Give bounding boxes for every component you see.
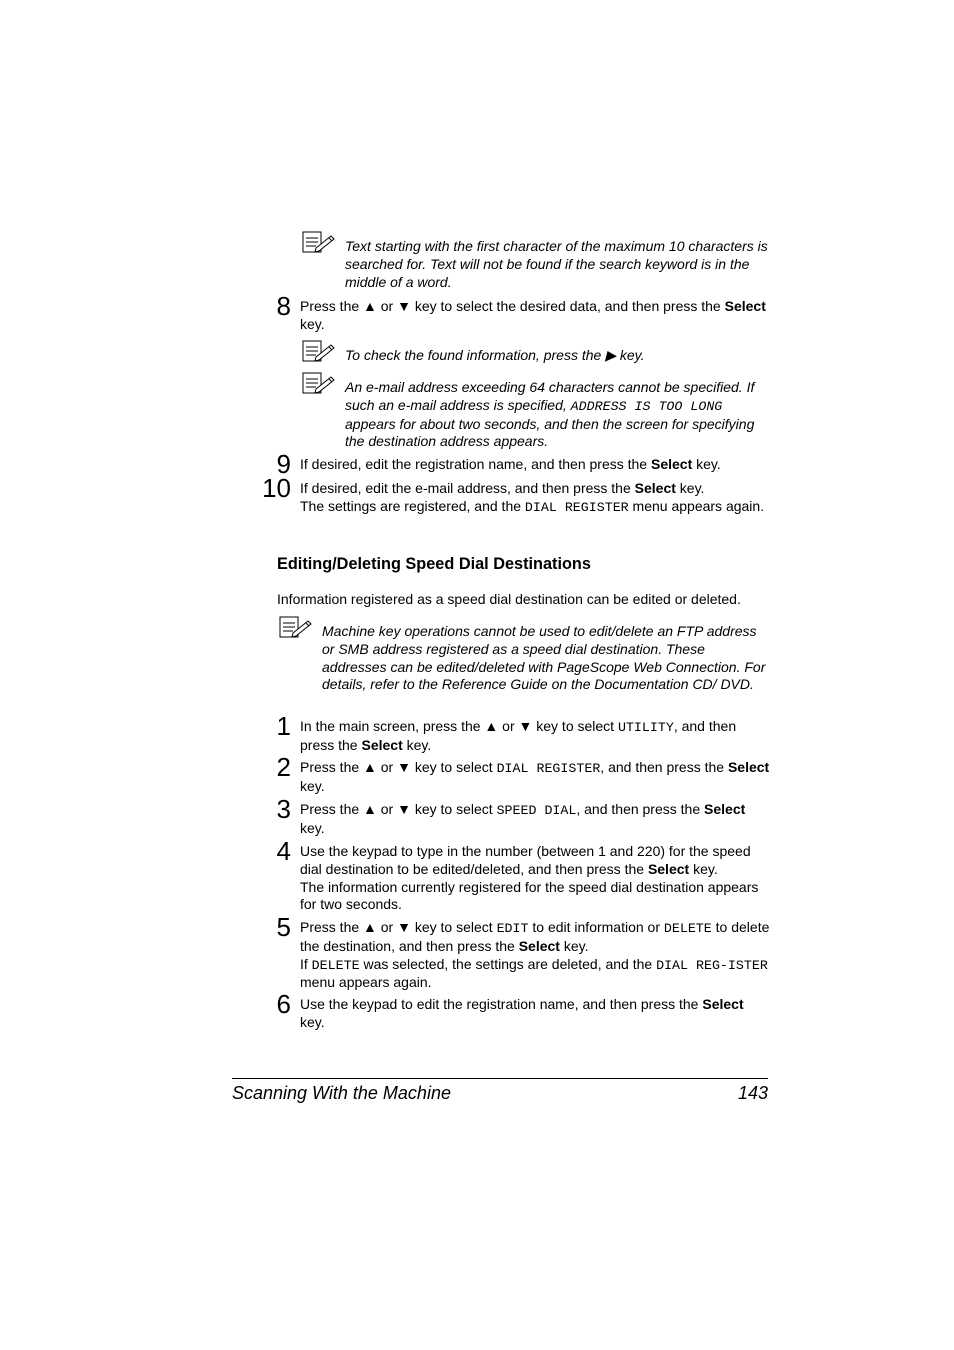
- step-number: 10: [262, 473, 291, 503]
- step-text: If desired, edit the registration name, and then press the Select key.: [300, 456, 721, 472]
- step-number: 2: [276, 752, 291, 782]
- note-icon: [302, 340, 336, 364]
- step-text: In the main screen, press the ▲ or ▼ key to select UTILITY, and then press the Select key.: [300, 718, 737, 753]
- note-icon: [302, 372, 336, 396]
- page-number: 143: [737, 1083, 768, 1103]
- select-key-label: Select: [724, 298, 766, 314]
- lcd-message: ADDRESS IS TOO LONG: [570, 398, 723, 414]
- note-text: Text starting with the first character of the maximum 10 characters is searched for. Text will not be found if the search keyword is in the middle of a word.: [345, 238, 768, 290]
- step-number: 5: [276, 912, 291, 942]
- step-number: 8: [276, 291, 291, 321]
- note-text: Machine key operations cannot be used to edit/delete an FTP address or SMB address registered as a speed dial destination. These addresses can be edited/deleted with PageScope Web Connection. For details, refer to the Reference Guide on the Documentation CD/ DVD.: [322, 623, 766, 693]
- step-text: Press the ▲ or ▼ key to select EDIT to edit information or DELETE to delete the destination, and then press the Select key. If DELETE was selected, the settings are deleted, and the DIAL REG-ISTER menu appears again.: [300, 919, 770, 991]
- section-heading: Editing/Deleting Speed Dial Destinations: [277, 555, 591, 573]
- step-text: Press the ▲ or ▼ key to select the desired data, and then press the Select key.: [300, 298, 766, 332]
- note-icon: [302, 231, 336, 255]
- section-intro: Information registered as a speed dial destination can be edited or deleted.: [277, 591, 741, 607]
- step-number: 3: [276, 794, 291, 824]
- step-text: If desired, edit the e-mail address, and then press the Select key. The settings are registered, and the DIAL REGISTER menu appears again.: [300, 480, 765, 515]
- note-text: An e-mail address exceeding 64 characters cannot be specified. If such an e-mail address is specified, ADDRESS IS TOO LONG appears for about two seconds, and then the screen for specifying the destination address appears.: [345, 379, 755, 450]
- step-number: 9: [276, 449, 291, 479]
- step-number: 1: [276, 711, 291, 741]
- step-number: 4: [276, 836, 291, 866]
- step-text: Press the ▲ or ▼ key to select SPEED DIAL, and then press the Select key.: [300, 801, 746, 836]
- footer-chapter-title: Scanning With the Machine: [232, 1083, 451, 1103]
- step-number: 6: [276, 989, 291, 1019]
- step-text: Use the keypad to edit the registration name, and then press the Select key.: [300, 996, 744, 1030]
- note-icon: [279, 616, 313, 640]
- step-text: Press the ▲ or ▼ key to select DIAL REGISTER, and then press the Select key.: [300, 759, 770, 794]
- footer-divider: [232, 1078, 768, 1079]
- step-text: Use the keypad to type in the number (between 1 and 220) for the speed dial destination to be edited/deleted, and then press the Select key. The information currently registered for the speed dial destination appears for two seconds.: [300, 843, 759, 913]
- note-text: To check the found information, press the ▶ key.: [345, 347, 645, 363]
